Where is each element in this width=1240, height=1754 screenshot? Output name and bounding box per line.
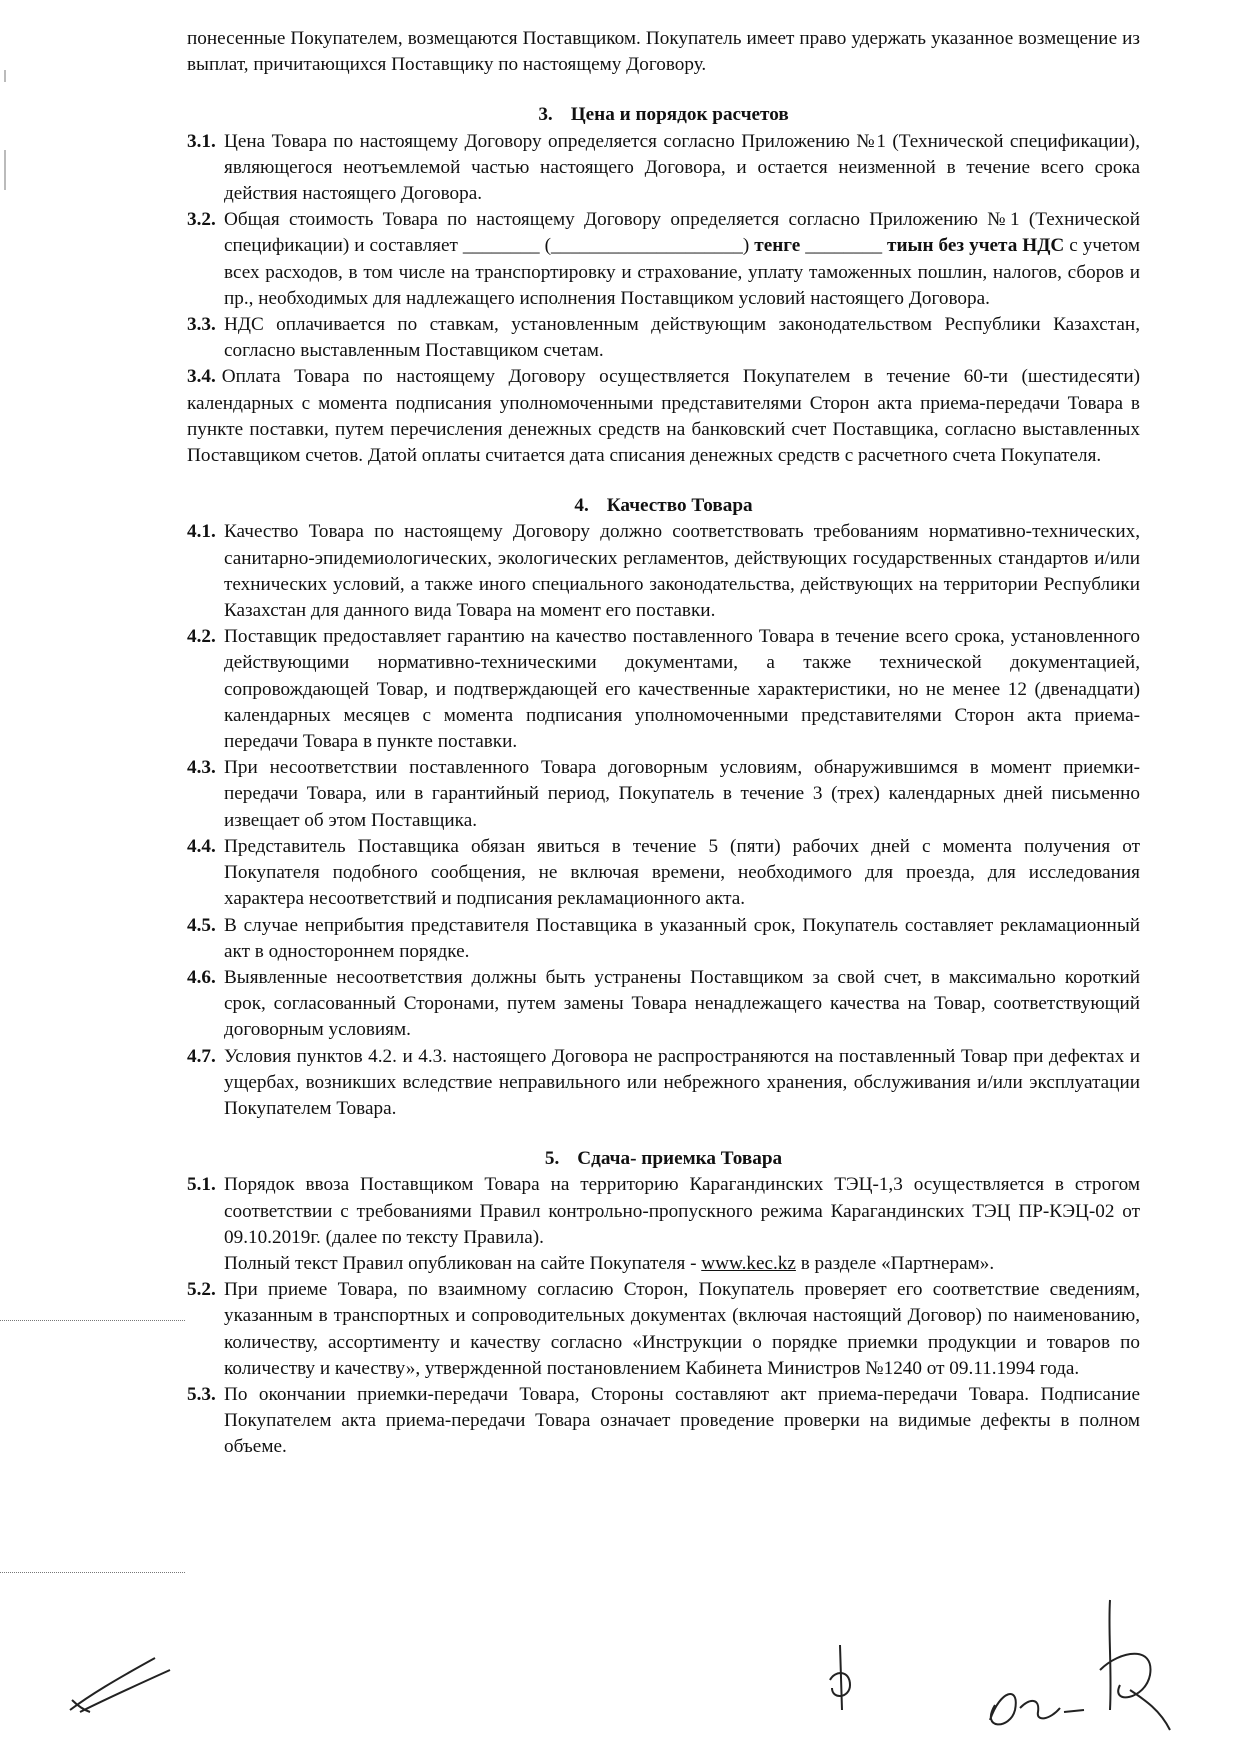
section-title: Сдача- приемка Товара [577, 1148, 783, 1170]
initials-mark [820, 1640, 860, 1720]
clause-number: 4.4. [187, 835, 216, 857]
clause-text: В случае неприбытия представителя Поставщика в указанный срок, Покупатель составляет рекламационный акт в одностороннем порядке. [224, 914, 1140, 962]
blank-amount: ________ [462, 235, 540, 257]
clause-4-1 [187, 519, 1140, 624]
clause-number: 4.7. [187, 1045, 216, 1067]
section-title: Качество Товара [606, 495, 753, 517]
clause-text: НДС оплачивается по ставкам, установленным действующим законодательством Республики Казахстан, согласно выставленным Поставщиком счетам. [224, 314, 1140, 362]
clause-5-2 [187, 1277, 1140, 1382]
clause-text: Выявленные несоответствия должны быть устранены Поставщиком за свой счет, в максимально короткий срок, согласованный Сторонами, путем замены Товара ненадлежащего качества на Товар, соответствующий договорным условиям. [224, 966, 1140, 1041]
clause-text-part: Общая стоимость Товара по настоящему Договору определяется согласно Приложению №1 (Технической спецификации) и составляет [224, 209, 1140, 257]
blank-tiyn: ________ [805, 235, 883, 257]
clause-text: Порядок ввоза Поставщиком Товара на территорию Карагандинских ТЭЦ-1,3 осуществляется в строгом соответствии с требованиями Правил контрольно-пропускного режима Карагандинских ТЭЦ ПР-КЭЦ-02 от 09.10.2019г. (далее по тексту Правила). [224, 1174, 1140, 1248]
signature-right [960, 1590, 1180, 1740]
section-number: 3. [538, 104, 553, 126]
clause-number: 3.1. [187, 130, 216, 152]
clause-3-2 [187, 207, 1140, 312]
clause-number: 3.4. [187, 366, 216, 388]
section-4-heading [187, 493, 1140, 519]
clause-text: При приеме Товара, по взаимному согласию Сторон, Покупатель проверяет его соответствие сведениям, указанным в транспортных и сопроводительных документах (включая настоящий Договор) по наименованию, количеству, ассортименту и качеству согласно «Инструкции о порядке приемки продукции и товаров по количеству и качеству», утвержденной постановлением Кабинета Министров №1240 от 09.11.1994 года. [224, 1279, 1140, 1379]
scan-edge-mark [4, 150, 6, 190]
clause-3-1 [187, 129, 1140, 208]
clause-text: Цена Товара по настоящему Договору определяется согласно Приложению №1 (Технической спецификации), являющегося неотъемлемой частью настоящего Договора, и остается неизменной в течение всего срока действия настоящего Договора. [224, 130, 1140, 205]
clause-number: 5.1. [187, 1174, 216, 1196]
clause-text: Поставщик предоставляет гарантию на качество поставленного Товара в течение всего срока, установленного действующими нормативно-техническими документами, а также технической документацией, сопровождающей Товар, и подтверждающей его качественные характеристики, но не менее 12 (двенадцати) календарных месяцев с момента подписания уполномоченными представителями Сторон акта приема-передачи Товара в пункте поставки. [224, 626, 1140, 753]
clause-text-part: в разделе «Партнерам». [800, 1252, 995, 1274]
section-3-heading [187, 102, 1140, 128]
section-5-heading [187, 1146, 1140, 1172]
section-number: 4. [574, 495, 589, 517]
currency-tenge: тенге [754, 235, 801, 257]
clause-number: 5.3. [187, 1383, 216, 1405]
clause-4-5 [187, 913, 1140, 965]
document-body [187, 26, 1140, 1461]
clause-4-3 [187, 755, 1140, 834]
clause-number: 3.3. [187, 314, 216, 336]
clause-text: Условия пунктов 4.2. и 4.3. настоящего Договора не распространяются на поставленный Товар при дефектах и ущербах, возникших вследствие неправильного или небрежного хранения, обслуживания и/или эксплуатации Покупателем Товара. [224, 1045, 1140, 1119]
clause-number: 4.2. [187, 626, 216, 648]
clause-number: 5.2. [187, 1279, 216, 1301]
scan-dotted-line [0, 1320, 185, 1322]
clause-3-3 [187, 312, 1140, 364]
scan-dotted-line [0, 1572, 185, 1574]
website-link[interactable]: www.kec.kz [701, 1252, 796, 1274]
clause-text-part: с учетом всех расходов, в том числе на транспортировку и страхование, уплату таможенных пошлин, налогов, сборов и пр., необходимых для надлежащего исполнения Поставщиком условий настоящего Договора. [224, 235, 1141, 309]
clause-4-7 [187, 1044, 1140, 1123]
clause-text-part: Полный текст Правил опубликован на сайте Покупателя - [224, 1252, 697, 1274]
clause-3-4 [187, 364, 1140, 469]
clause-number: 3.2. [187, 209, 216, 231]
clause-number: 4.3. [187, 757, 216, 779]
clause-5-1-website-note [224, 1251, 1140, 1277]
clause-text: Оплата Товара по настоящему Договору осуществляется Покупателем в течение 60-ти (шестидесяти) календарных с момента подписания уполномоченными представителями Сторон акта приема-передачи Товара в пункте поставки, путем перечисления денежных средств на банковский счет Поставщика, согласно выставленных Поставщиком счетов. Датой оплаты считается дата списания денежных средств с расчетного счета Покупателя. [187, 366, 1140, 467]
clause-text: Представитель Поставщика обязан явиться в течение 5 (пяти) рабочих дней с момента получения от Покупателя подобного сообщения, не включая времени, необходимого для проезда, для исследования характера несоответствий и подписания рекламационного акта. [224, 835, 1140, 910]
clause-4-4 [187, 834, 1140, 913]
clause-text: При несоответствии поставленного Товара договорным условиям, обнаружившимся в момент приемки-передачи Товара, или в гарантийный период, Покупатель в течение 3 (трех) календарных дней письменно извещает об этом Поставщика. [224, 757, 1140, 831]
section-title: Цена и порядок расчетов [570, 104, 789, 126]
clause-text: По окончании приемки-передачи Товара, Стороны составляют акт приема-передачи Товара. Подписание Покупателем акта приема-передачи Товара означает проведение проверки на видимые дефекты в полном объеме. [224, 1383, 1140, 1458]
clause-5-1 [187, 1172, 1140, 1251]
vat-note: тиын без учета НДС [887, 235, 1065, 257]
clause-4-2 [187, 624, 1140, 755]
clause-number: 4.1. [187, 521, 216, 543]
section-number: 5. [544, 1148, 560, 1170]
signature-left [60, 1640, 180, 1720]
clause-5-3 [187, 1382, 1140, 1461]
clause-number: 4.5. [187, 914, 216, 936]
intro-paragraph: понесенные Покупателем, возмещаются Поставщиком. Покупатель имеет право удержать указанное возмещение из выплат, причитающихся Поставщику по настоящему Договору. [187, 28, 1140, 76]
scan-edge-mark [4, 70, 6, 82]
clause-text [224, 207, 1140, 312]
clause-text: Качество Товара по настоящему Договору должно соответствовать требованиям нормативно-технических, санитарно-эпидемиологических, экологических регламентов, действующих государственных стандартов и/или технических условий, а также иного специального законодательства, действующих на территории Республики Казахстан для данного вида Товара на момент его поставки. [224, 521, 1140, 622]
clause-number: 4.6. [187, 966, 216, 988]
blank-amount-words: (____________________) [544, 235, 750, 257]
clause-4-6 [187, 965, 1140, 1044]
